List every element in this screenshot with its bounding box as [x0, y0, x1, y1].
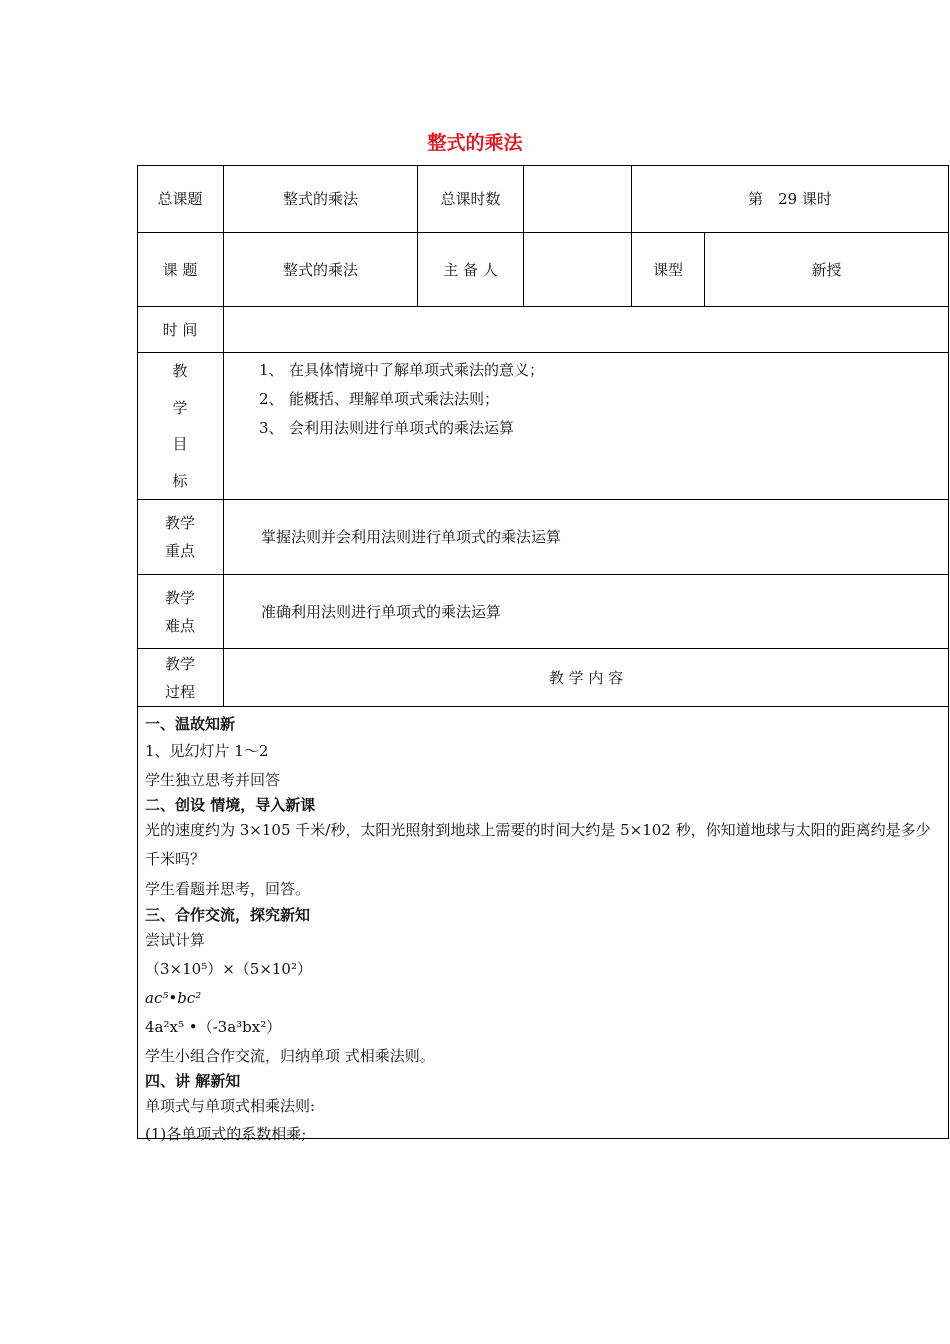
objective-item: 2、 能概括、理解单项式乘法法则； — [259, 390, 500, 408]
label-time: 时 间 — [162, 320, 198, 339]
label-lesson-type: 课型 — [652, 260, 683, 279]
topic-value: 整式的乘法 — [282, 260, 358, 279]
document-title: 整式的乘法 — [427, 132, 523, 154]
total-hours-value — [524, 165, 631, 232]
paragraph: 光的速度约为 3×105 千米/秒，太阳光照射到地球上需要的时间大约是 5×102 秒，你知道地球与太阳的距离约是多少千米吗？ — [145, 821, 931, 868]
label-total-topic: 总课题 — [157, 189, 203, 208]
section-heading: 一、温故知新 — [145, 715, 236, 733]
label-total-hours: 总课时数 — [440, 189, 501, 208]
lesson-number: 第 29 课时 — [748, 189, 832, 208]
teaching-content — [145, 712, 941, 1148]
paragraph: (1)各单项式的系数相乘; — [145, 1125, 307, 1143]
section-heading: 二、创设 情境，导入新课 — [145, 796, 316, 814]
label-difficulty: 教学 难点 — [164, 588, 195, 635]
total-topic-value: 整式的乘法 — [282, 189, 358, 208]
content-header: 教 学 内 容 — [548, 668, 624, 687]
label-process: 教学 过程 — [164, 654, 195, 701]
section-heading: 四、讲 解新知 — [145, 1072, 241, 1090]
formula: （3×10⁵）×（5×10²） — [145, 960, 312, 978]
paragraph: 尝试计算 — [145, 931, 206, 949]
time-value — [224, 307, 948, 352]
paragraph: 学生小组合作交流，归纳单项 式相乘法则。 — [145, 1047, 435, 1065]
paragraph: 单项式与单项式相乘法则: — [145, 1097, 316, 1115]
label-key-point: 教学 重点 — [164, 514, 195, 560]
paragraph: 学生独立思考并回答 — [145, 771, 281, 789]
lesson-type-value: 新授 — [811, 260, 842, 279]
formula: 4a²x⁵ •（-3a³bx²） — [145, 1018, 282, 1036]
paragraph: 学生看题并思考，回答。 — [145, 880, 311, 898]
formula: ac⁵•bc² — [145, 989, 202, 1007]
key-point-text: 掌握法则并会利用法则进行单项式的乘法运算 — [261, 528, 562, 546]
paragraph: 1、见幻灯片 1～2 — [145, 742, 269, 760]
objective-item: 1、 在具体情境中了解单项式乘法的意义； — [259, 361, 545, 379]
label-preparer: 主 备 人 — [443, 260, 498, 279]
difficulty-text: 准确利用法则进行单项式的乘法运算 — [261, 602, 502, 621]
preparer-value — [524, 233, 631, 306]
lesson-plan-table — [137, 165, 949, 1143]
objective-item: 3、 会利用法则进行单项式的乘法运算 — [259, 419, 515, 437]
label-objectives: 教 学 目 标 — [172, 362, 188, 490]
label-topic: 课 题 — [162, 260, 198, 279]
section-heading: 三、合作交流，探究新知 — [145, 906, 311, 924]
